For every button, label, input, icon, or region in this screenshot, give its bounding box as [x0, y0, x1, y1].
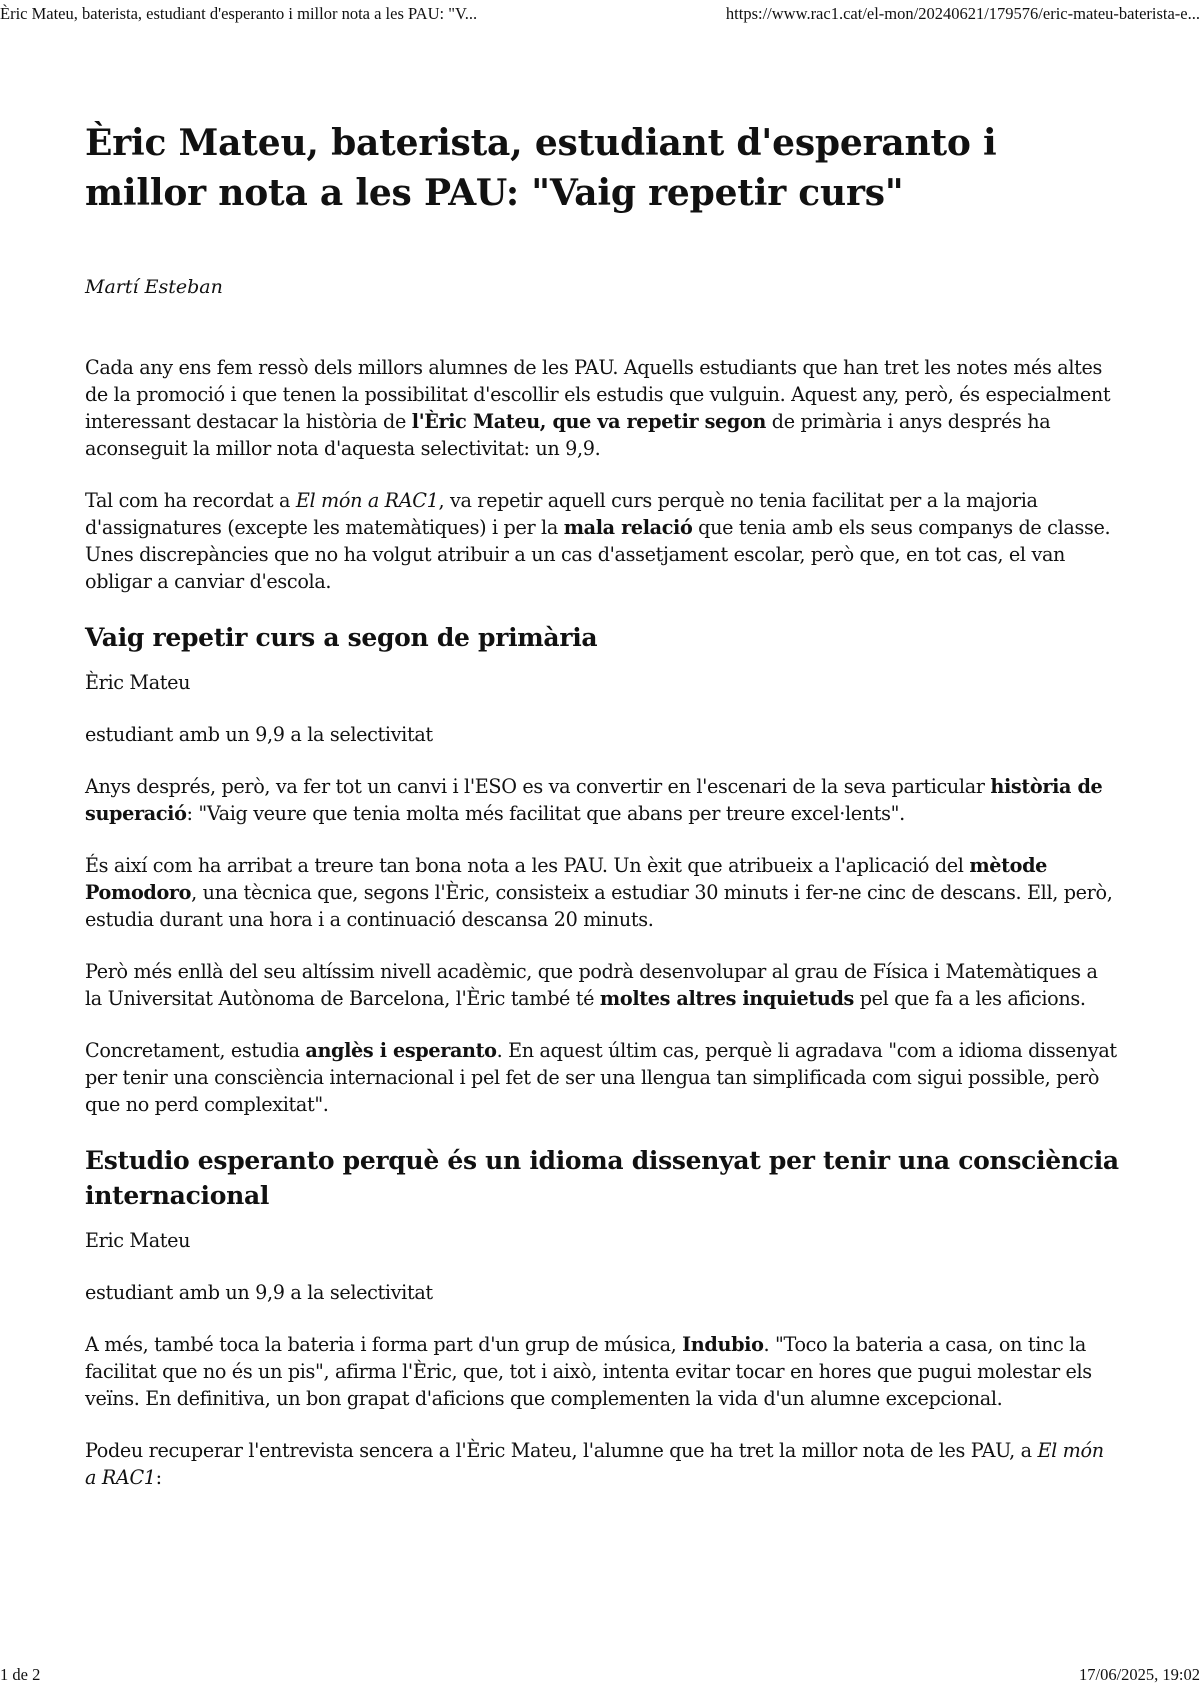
- quote-heading-1: Vaig repetir curs a segon de primària: [85, 623, 598, 652]
- quote-role-2: estudiant amb un 9,9 a la selectivitat: [85, 1281, 433, 1304]
- paragraph-repeat: Tal com ha recordat a El món a RAC1, va repetir aquell curs perquè no tenia facilitat per a la majoria d'assignatures (excepte les matemàtiques) i per la mala relació que tenia amb els seus companys de classe. Unes discrepàncies que no ha volgut atribuir a un cas d'assetjament escolar, però que, en tot cas, el van obligar a canviar d'escola.: [85, 489, 1111, 593]
- paragraph-intro: Cada any ens fem ressò dels millors alumnes de les PAU. Aquells estudiants que han tret les notes més altes de la promoció i que tenen la possibilitat d'escollir els estudis que vulguin. Aquest any, però, és especialment interessant destacar la història de l'Èric Mateu, que va repetir segon de primària i anys després ha aconseguit la millor nota d'aquesta selectivitat: un 9,9.: [85, 356, 1111, 460]
- band-name: Indubio: [682, 1333, 764, 1356]
- paragraph-eso: Anys després, però, va fer tot un canvi i l'ESO es va convertir en l'escenari de la seva particular història de superació: "Vaig veure que tenia molta més facilitat que abans per treure excel·lents".: [85, 775, 1103, 825]
- article-author: Martí Esteban: [85, 276, 223, 298]
- quote-author-1: Èric Mateu: [85, 671, 191, 694]
- quote-role-1: estudiant amb un 9,9 a la selectivitat: [85, 723, 433, 746]
- bold-highlight: història de superació: [85, 775, 1103, 825]
- bold-highlight: mala relació: [563, 516, 693, 539]
- quote-author-2: Eric Mateu: [85, 1229, 191, 1252]
- paragraph-drums: A més, també toca la bateria i forma part d'un grup de música, Indubio. "Toco la bateria a casa, on tinc la facilitat que no és un pis", afirma l'Èric, que, tot i això, intenta evitar tocar en hores que pugui molestar els veïns. En definitiva, un bon grapat d'aficions que complementen la vida d'un alumne excepcional.: [85, 1333, 1092, 1410]
- bold-highlight: mètode Pomodoro: [85, 854, 1048, 904]
- paragraph-interview: Podeu recuperar l'entrevista sencera a l'Èric Mateu, l'alumne que ha tret la millor nota de les PAU, a El món a RAC1:: [85, 1439, 1104, 1489]
- bold-highlight: moltes altres inquietuds: [599, 987, 854, 1010]
- page-count: 1 de 2: [0, 1665, 41, 1684]
- print-page-url[interactable]: https://www.rac1.cat/el-mon/20240621/179576/eric-mateu-baterista-e...: [725, 4, 1200, 23]
- article-title: Èric Mateu, baterista, estudiant d'esperanto i millor nota a les PAU: "Vaig repetir curs": [85, 122, 997, 214]
- paragraph-hobbies: Però més enllà del seu altíssim nivell acadèmic, que podrà desenvolupar al grau de Física i Matemàtiques a la Universitat Autònoma de Barcelona, l'Èric també té moltes altres inquietuds pel que fa a les aficions.: [85, 960, 1098, 1010]
- program-name: El món a RAC1: [295, 489, 439, 512]
- program-name: El món a RAC1: [85, 1439, 1104, 1489]
- bold-highlight: anglès i esperanto: [305, 1039, 497, 1062]
- print-footer: [0, 1665, 1200, 1689]
- print-page-title: Èric Mateu, baterista, estudiant d'esperanto i millor nota a les PAU: "V...: [0, 4, 478, 23]
- print-header: [0, 4, 1200, 32]
- bold-highlight: l'Èric Mateu, que va repetir segon: [411, 410, 767, 433]
- article: [85, 118, 1120, 1516]
- paragraph-pomodoro: És així com ha arribat a treure tan bona nota a les PAU. Un èxit que atribueix a l'aplicació del mètode Pomodoro, una tècnica que, segons l'Èric, consisteix a estudiar 30 minuts i fer-ne cinc de descans. Ell, però, estudia durant una hora i a continuació descansa 20 minuts.: [85, 854, 1113, 931]
- print-date: 17/06/2025, 19:02: [1078, 1665, 1200, 1684]
- paragraph-languages: Concretament, estudia anglès i esperanto. En aquest últim cas, perquè li agradava "com a idioma dissenyat per tenir una consciència internacional i pel fet de ser una llengua tan simplificada com sigui possible, però que no perd complexitat".: [85, 1039, 1117, 1116]
- quote-heading-2: Estudio esperanto perquè és un idioma dissenyat per tenir una consciència internacional: [85, 1146, 1119, 1210]
